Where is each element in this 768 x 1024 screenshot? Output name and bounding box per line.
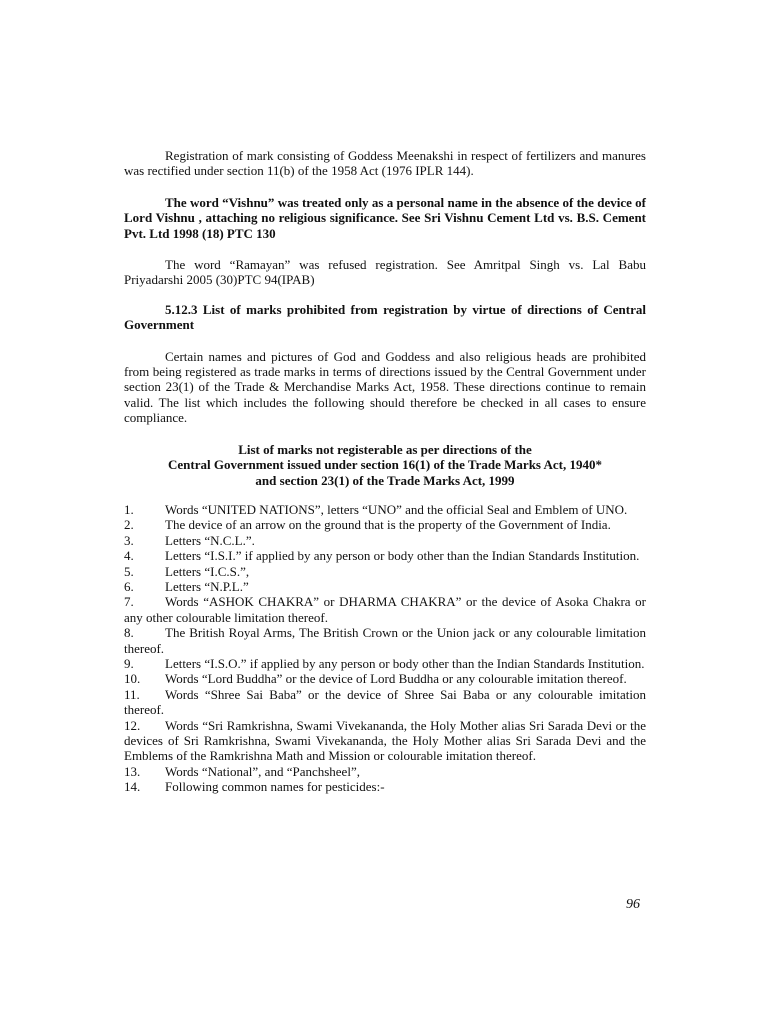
list-item-text: Letters “I.S.O.” if applied by any person or body other than the Indian Standards Institution. (165, 655, 645, 671)
list-item-number: 10. (124, 671, 141, 687)
list-item (124, 579, 646, 594)
list-item-number: 12. (124, 717, 141, 733)
list-item-text: The British Royal Arms, The British Crown or the Union jack or any colourable limitation thereof. (124, 625, 646, 656)
list-title-line: Central Government issued under section 16(1) of the Trade Marks Act, 1940* (167, 457, 603, 473)
list-item-text: Words “Sri Ramkrishna, Swami Vivekananda, the Holy Mother alias Sri Sarada Devi or the devices of Sri Ramkrishna, Swami Vivekananda, the Holy Mother alias Sri Sarada Devi and the Emblems of the Ramkrishna Math and Mission or colourable imitation thereof. (124, 717, 646, 764)
list-item-text: Letters “I.S.I.” if applied by any person or body other than the Indian Standards Institution. (165, 548, 640, 564)
list-item (124, 779, 646, 794)
list-item (124, 671, 646, 686)
section-heading: 5.12.3 List of marks prohibited from registration by virtue of directions of Central Government (124, 301, 646, 333)
list-title-line: and section 23(1) of the Trade Marks Act, 1999 (255, 472, 515, 488)
list-item-text: Words “Shree Sai Baba” or the device of Shree Sai Baba or any colourable imitation thereof. (124, 686, 646, 718)
list-item-text: Letters “I.C.S.”, (165, 563, 250, 579)
list-item (124, 656, 646, 671)
list-item (124, 718, 646, 764)
list-item-number: 8. (124, 625, 134, 641)
list-title (124, 442, 646, 488)
page-content (124, 148, 646, 795)
list-item-text: Following common names for pesticides:- (165, 779, 385, 795)
list-item (124, 594, 646, 625)
prohibited-marks-list (124, 502, 646, 795)
list-item-number: 14. (124, 779, 141, 795)
list-item-text: Words “Lord Buddha” or the device of Lord Buddha or any colourable imitation thereof. (165, 671, 627, 687)
paragraph-meenakshi: Registration of mark consisting of Goddess Meenakshi in respect of fertilizers and manures was rectified under section 11(b) of the 1958 Act (1976 IPLR 144). (124, 148, 646, 179)
list-item-number: 1. (124, 501, 134, 517)
list-item-text: Words “UNITED NATIONS”, letters “UNO” and the official Seal and Emblem of UNO. (165, 501, 628, 517)
page-number: 96 (626, 897, 640, 912)
list-item-number: 2. (124, 517, 134, 533)
list-item-number: 9. (124, 655, 134, 671)
list-item-number: 13. (124, 763, 141, 779)
list-item (124, 564, 646, 579)
list-item (124, 764, 646, 779)
list-item-number: 3. (124, 532, 134, 548)
list-item (124, 502, 646, 517)
list-item (124, 687, 646, 718)
list-title-line: List of marks not registerable as per directions of the (238, 441, 532, 457)
list-item (124, 533, 646, 548)
list-item (124, 548, 646, 563)
paragraph-directions: Certain names and pictures of God and Goddess and also religious heads are prohibited from being registered as trade marks in terms of directions issued by the Central Government under section 23(1) of the Trade & Merchandise Marks Act, 1958. These directions continue to remain valid. The list which includes the following should therefore be checked in all cases to ensure compliance. (124, 348, 646, 426)
list-item-text: Letters “N.P.L.” (165, 578, 249, 594)
list-item-number: 5. (124, 563, 134, 579)
list-item-text: Words “ASHOK CHAKRA” or DHARMA CHAKRA” or the device of Asoka Chakra or any other colourable limitation thereof. (124, 594, 646, 625)
list-item-number: 4. (124, 548, 134, 564)
list-item-text: Words “National”, and “Panchsheel”, (165, 763, 360, 779)
list-item-number: 7. (124, 594, 134, 610)
list-item (124, 517, 646, 532)
list-item-number: 6. (124, 578, 134, 594)
list-item-text: The device of an arrow on the ground that is the property of the Government of India. (165, 517, 611, 533)
paragraph-vishnu: The word “Vishnu” was treated only as a personal name in the absence of the device of Lord Vishnu , attaching no religious significance. See Sri Vishnu Cement Ltd vs. B.S. Cement Pvt. Ltd 1998 (18) PTC 130 (124, 194, 646, 241)
list-item-number: 11. (124, 686, 140, 702)
list-item-text: Letters “N.C.L.”. (165, 532, 255, 548)
list-item (124, 625, 646, 656)
paragraph-ramayan: The word “Ramayan” was refused registration. See Amritpal Singh vs. Lal Babu Priyadarshi 2005 (30)PTC 94(IPAB) (124, 257, 646, 288)
